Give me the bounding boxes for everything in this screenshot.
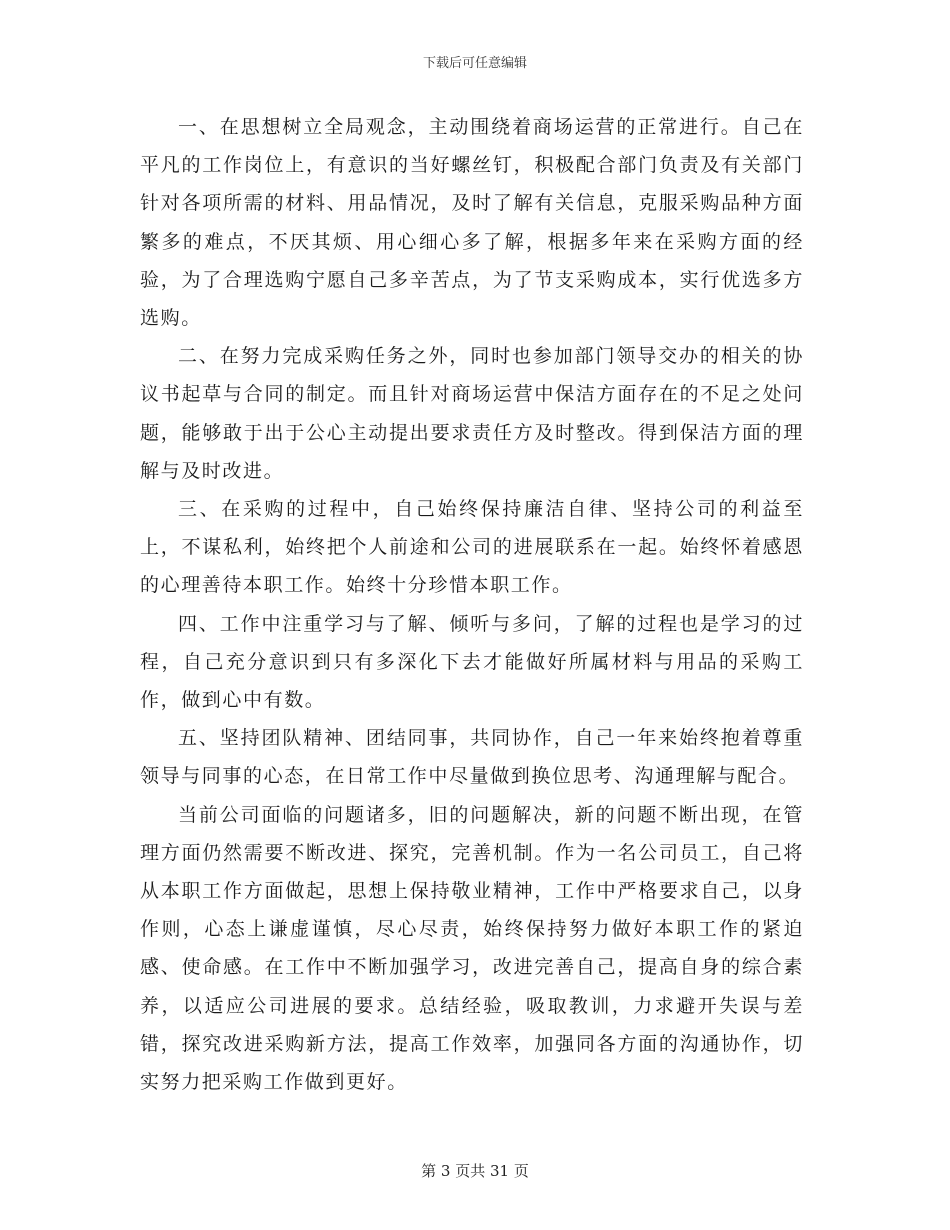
page-number: 第 3 页共 31 页 — [421, 1162, 529, 1180]
paragraph-1: 一、在思想树立全局观念，主动围绕着商场运营的正常进行。自己在平凡的工作岗位上，有意识的当好螺丝钉，积极配合部门负责及有关部门针对各项所需的材料、用品情况，及时了解有关信息，克服采购品种方面繁多的难点，不厌其烦、用心细心多了解，根据多年来在采购方面的经验，为了合理选购宁愿自己多辛苦点，为了节支采购成本，实行优选多方选购。 — [140, 116, 804, 330]
paragraph-3: 三、在采购的过程中，自己始终保持廉洁自律、坚持公司的利益至上，不谋私利，始终把个人前途和公司的进展联系在一起。始终怀着感恩的心理善待本职工作。始终十分珍惜本职工作。 — [140, 498, 804, 597]
paragraph-6: 当前公司面临的问题诸多，旧的问题解决，新的问题不断出现，在管理方面仍然需要不断改进、探究，完善机制。作为一名公司员工，自己将从本职工作方面做起，思想上保持敬业精神，工作中严格要求自己，以身作则，心态上谦虚谨慎，尽心尽责，始终保持努力做好本职工作的紧迫感、使命感。在工作中不断加强学习，改进完善自己，提高自身的综合素养，以适应公司进展的要求。总结经验，吸取教训，力求避开失误与差错，探究改进采购新方法，提高工作效率，加强同各方面的沟通协作，切实努力把采购工作做到更好。 — [140, 803, 804, 1094]
page-header: 下载后可任意编辑 — [422, 56, 527, 71]
paragraph-5: 五、坚持团队精神、团结同事，共同协作，自己一年来始终抱着尊重领导与同事的心态，在日常工作中尽量做到换位思考、沟通理解与配合。 — [140, 727, 804, 788]
paragraph-2: 二、在努力完成采购任务之外，同时也参加部门领导交办的相关的协议书起草与合同的制定。而且针对商场运营中保洁方面存在的不足之处问题，能够敢于出于公心主动提出要求责任方及时整改。得到保洁方面的理解与及时改进。 — [140, 345, 804, 482]
document-body — [140, 108, 804, 1101]
paragraph-4: 四、工作中注重学习与了解、倾听与多问，了解的过程也是学习的过程，自己充分意识到只有多深化下去才能做好所属材料与用品的采购工作，做到心中有数。 — [140, 612, 804, 712]
